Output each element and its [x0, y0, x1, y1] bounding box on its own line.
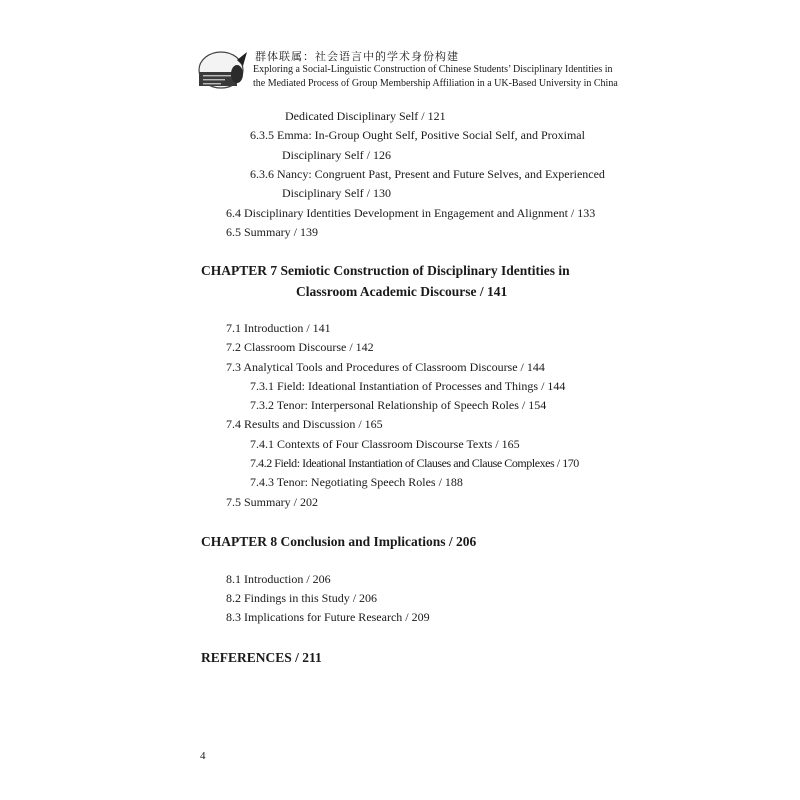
toc-entry: Disciplinary Self / 126 — [282, 148, 391, 162]
toc-entry: 8.2 Findings in this Study / 206 — [226, 591, 378, 605]
toc-entry: 7.4.1 Contexts of Four Classroom Discourse Texts / 165 — [250, 437, 520, 451]
toc-entry: 7.4 Results and Discussion / 165 — [226, 417, 383, 431]
header-subtitle-line1: Exploring a Social-Linguistic Construction of Chinese Students’ Disciplinary Identities in — [253, 64, 613, 75]
toc-entry: 6.5 Summary / 139 — [226, 225, 318, 239]
toc-entry: 7.5 Summary / 202 — [226, 495, 318, 509]
toc-entry: 7.3.1 Field: Ideational Instantiation of Processes and Things / 144 — [250, 379, 566, 393]
toc-entry: 7.3 Analytical Tools and Procedures of Classroom Discourse / 144 — [226, 360, 545, 374]
chapter-heading: CHAPTER 8 Conclusion and Implications / 206 — [201, 534, 477, 549]
toc-entry: Dedicated Disciplinary Self / 121 — [285, 109, 446, 123]
toc-entry: 8.3 Implications for Future Research / 209 — [226, 610, 430, 624]
page-number: 4 — [200, 750, 206, 762]
header-title-zh: 群体联属：社会语言中的学术身份构建 — [255, 51, 459, 63]
header-subtitle-line2: the Mediated Process of Group Membership Affiliation in a UK-Based University in China — [253, 78, 618, 89]
toc-entry: 6.4 Disciplinary Identities Development in Engagement and Alignment / 133 — [226, 206, 596, 220]
references-heading: REFERENCES / 211 — [201, 650, 322, 665]
toc-entry: 7.4.3 Tenor: Negotiating Speech Roles / 188 — [250, 475, 463, 489]
toc-entry: 8.1 Introduction / 206 — [226, 572, 331, 586]
toc-entry: 7.2 Classroom Discourse / 142 — [226, 340, 374, 354]
toc-entry: 7.1 Introduction / 141 — [226, 321, 331, 335]
toc-entry: 7.3.2 Tenor: Interpersonal Relationship of Speech Roles / 154 — [250, 398, 547, 412]
toc-entry: 7.4.2 Field: Ideational Instantiation of Clauses and Clause Complexes / 170 — [250, 456, 579, 470]
series-logo — [197, 48, 253, 90]
chapter-heading: Classroom Academic Discourse / 141 — [296, 284, 508, 299]
toc-entry: 6.3.5 Emma: In-Group Ought Self, Positive Social Self, and Proximal — [250, 128, 585, 142]
chapter-heading: CHAPTER 7 Semiotic Construction of Disciplinary Identities in — [201, 263, 570, 278]
toc-entry: Disciplinary Self / 130 — [282, 186, 391, 200]
toc-entry: 6.3.6 Nancy: Congruent Past, Present and Future Selves, and Experienced — [250, 167, 605, 181]
